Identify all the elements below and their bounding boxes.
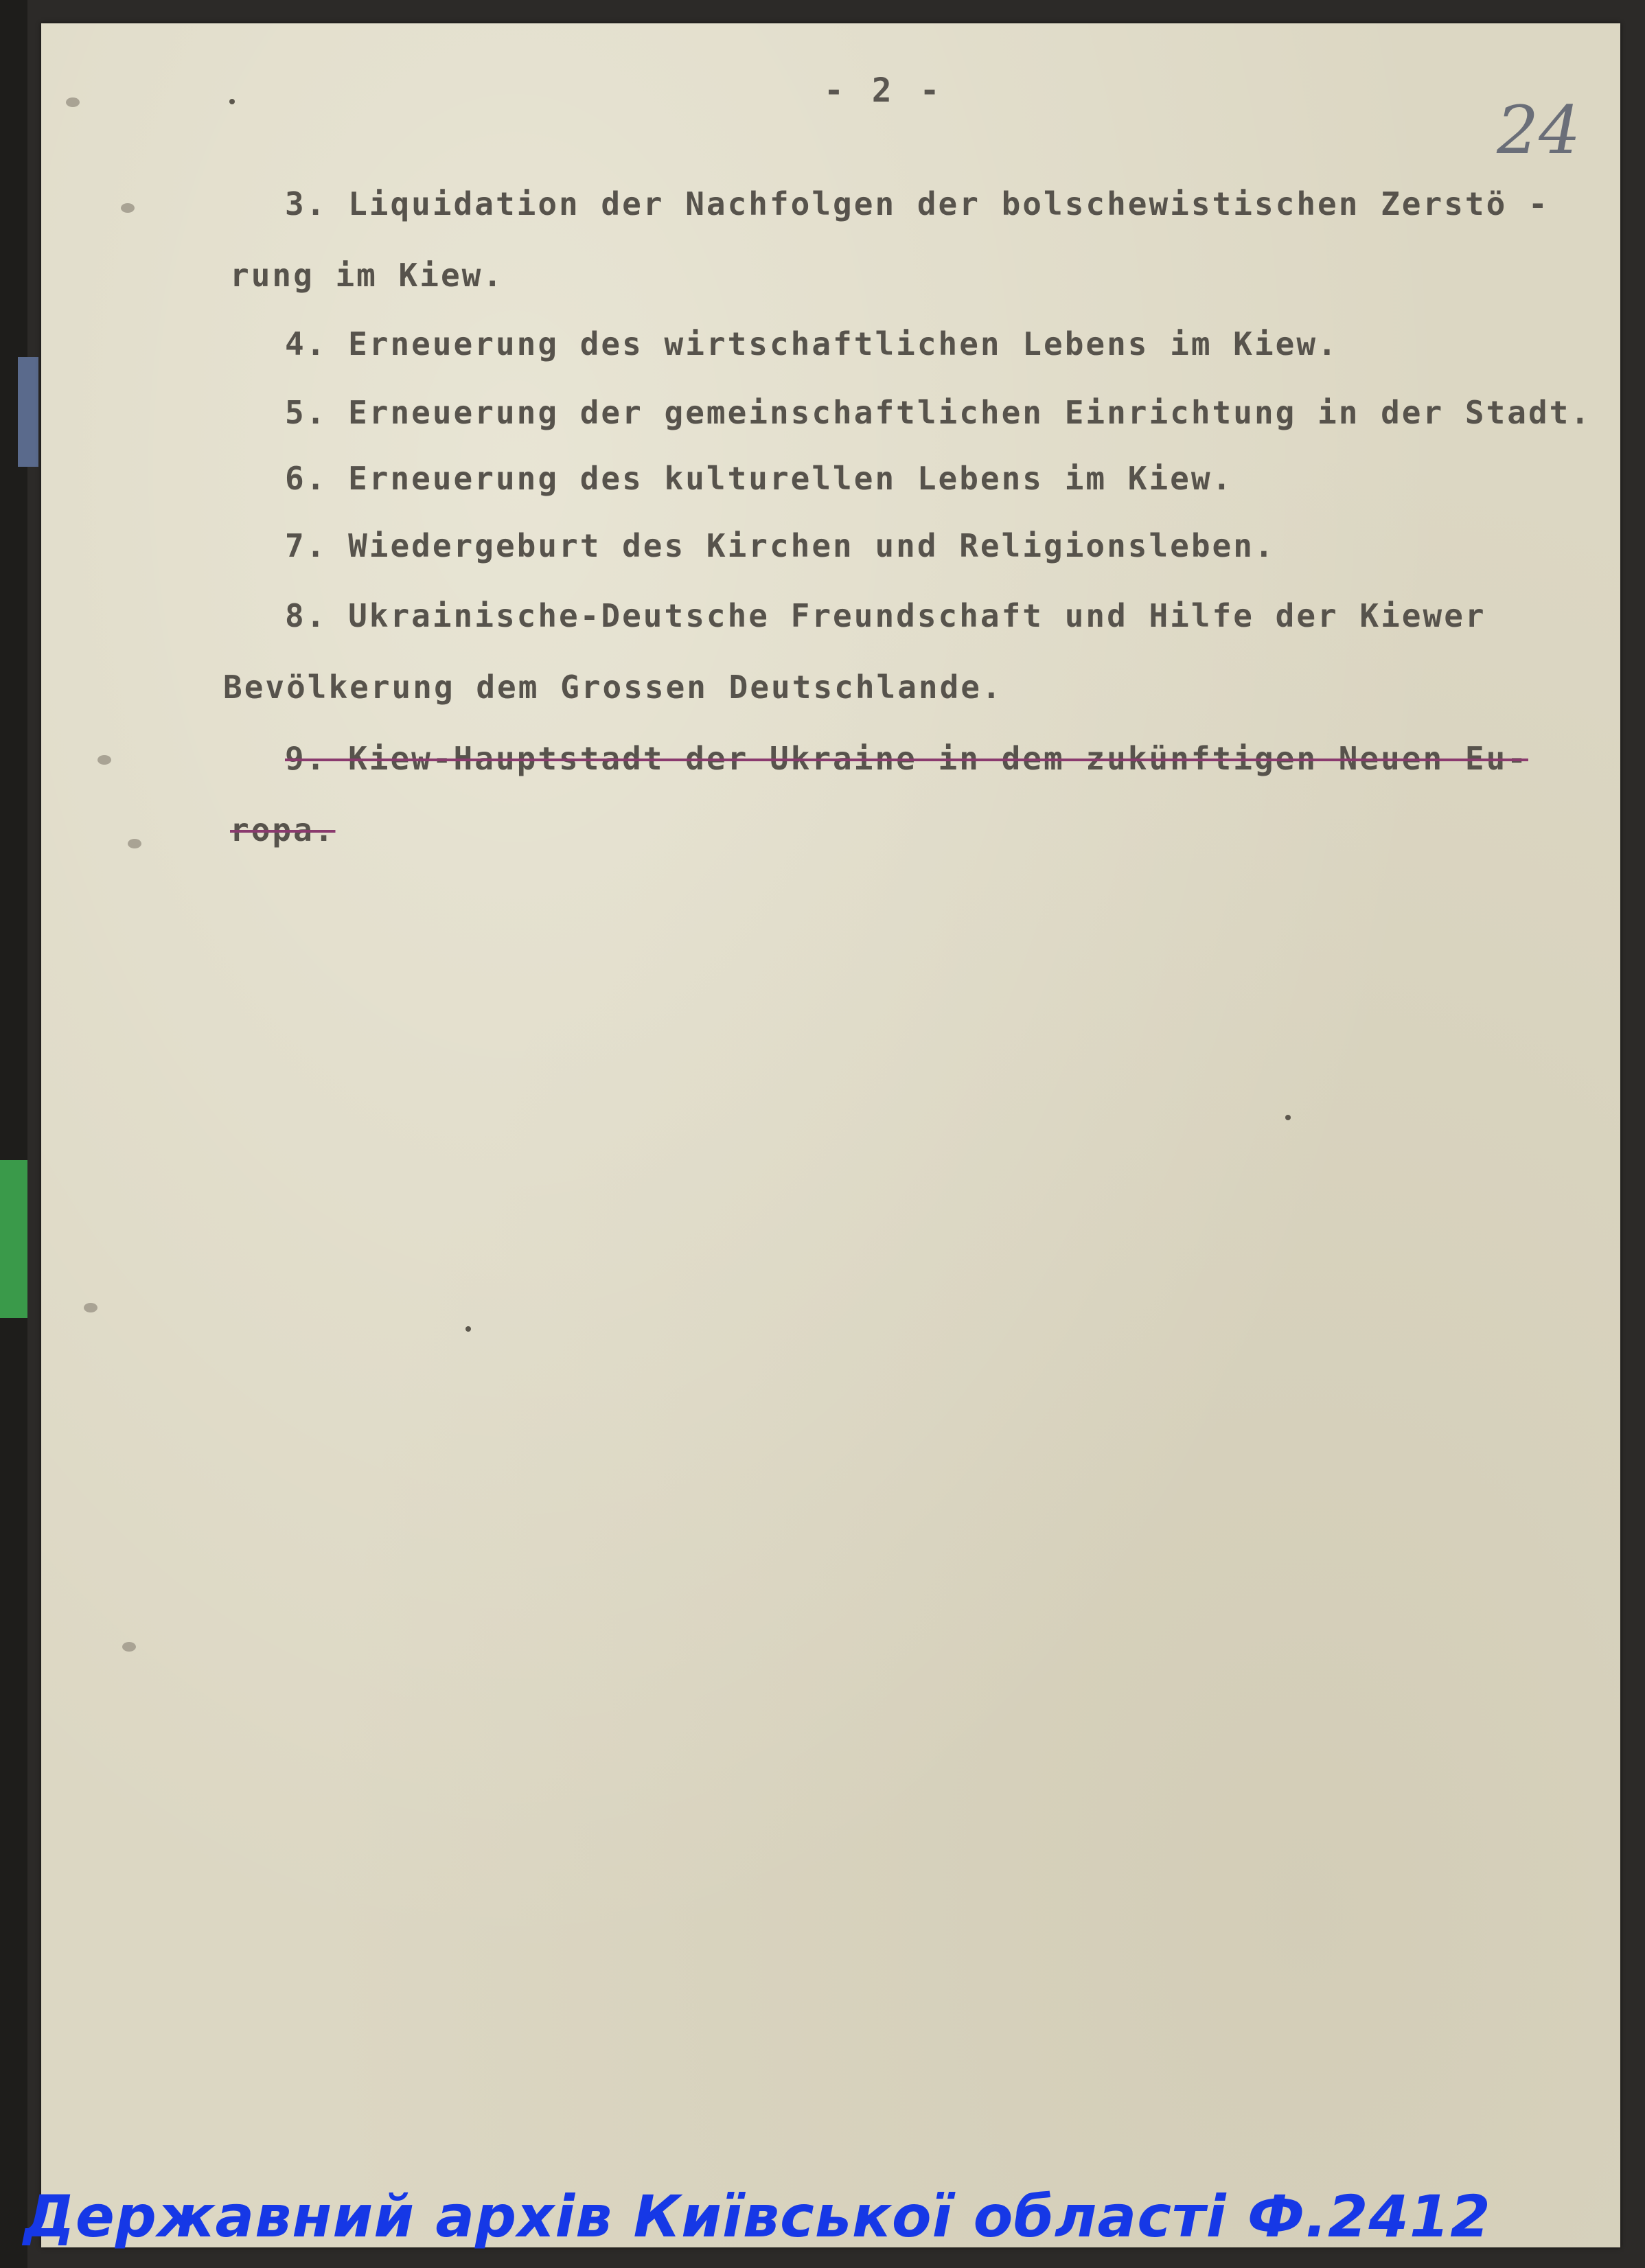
ink-speck — [229, 99, 235, 104]
archive-caption: Державний архів Київської області Ф.2412 — [23, 2183, 1491, 2250]
ink-speck — [1285, 1115, 1291, 1120]
item-7: 7. Wiedergeburt des Kirchen und Religionsleben. — [285, 527, 1276, 564]
folio-number: 24 — [1497, 92, 1581, 169]
ink-speck — [465, 1326, 471, 1332]
item-9-line-2-struck: ropa. — [230, 811, 336, 848]
item-5: 5. Erneuerung der gemeinschaftlichen Einrichtung in der Stadt. — [285, 394, 1592, 431]
item-3-line-1: 3. Liquidation der Nachfolgen der bolschewistischen Zerstö - — [285, 185, 1550, 222]
punch-hole — [97, 755, 111, 765]
item-9-line-1-struck: 9. Kiew-Hauptstadt der Ukraine in dem zukünftigen Neuen Eu- — [285, 740, 1528, 777]
scan-edge — [0, 0, 27, 2268]
punch-hole — [122, 1642, 136, 1652]
binding-tab-blue — [18, 357, 38, 467]
punch-hole — [84, 1303, 97, 1312]
page-number: - 2 - — [824, 71, 944, 110]
item-3-line-2: rung im Kiew. — [230, 257, 505, 294]
document-page — [41, 23, 1620, 2247]
item-6: 6. Erneuerung des kulturellen Lebens im Kiew. — [285, 460, 1234, 497]
punch-hole — [66, 97, 80, 107]
binding-tab-green — [0, 1160, 27, 1318]
punch-hole — [121, 203, 135, 213]
punch-hole — [128, 839, 141, 848]
item-8-line-2: Bevölkerung dem Grossen Deutschlande. — [223, 669, 1003, 706]
item-4: 4. Erneuerung des wirtschaftlichen Lebens im Kiew. — [285, 325, 1339, 362]
item-8-line-1: 8. Ukrainische-Deutsche Freundschaft und Hilfe der Kiewer — [285, 597, 1486, 634]
